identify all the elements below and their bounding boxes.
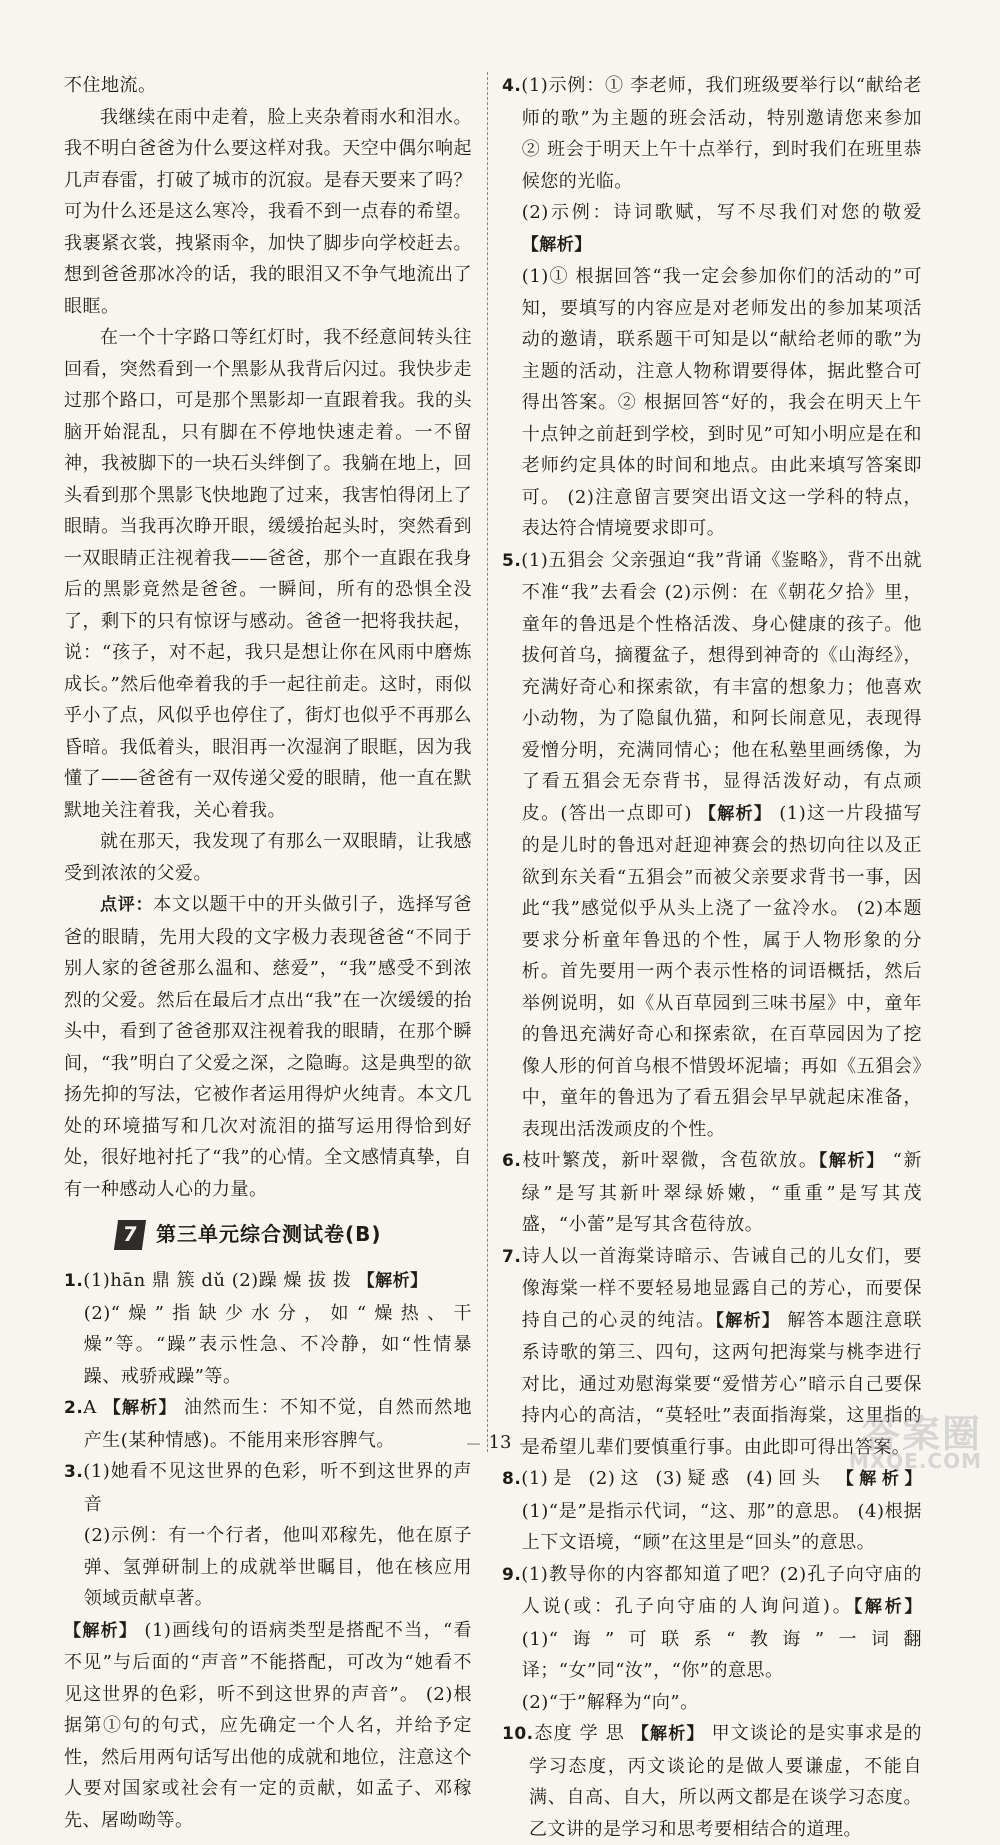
section-number-badge: 7 (114, 1220, 146, 1250)
analysis-label: 【解析】 (818, 1151, 886, 1171)
analysis-label: 【解析】 (631, 1724, 705, 1744)
answer-item-6: 6.枝叶繁茂，新叶翠微，含苞欲放。【解析】 “新绿”是写其新叶翠绿娇嫩，“重重”是写其茂盛，“小蕾”是写其含苞待放。 (502, 1150, 923, 1235)
analysis-label: 【解析】 (357, 1271, 428, 1291)
paragraph: 在一个十字路口等红灯时，我不经意间转头往回看，突然看到一个黑影从我背后闪过。我快步走过那个路口，可是那个黑影却一直跟着我。我的头脑开始混乱，只有脚在不停地快速走着。一不留神，我被脚下的一块石头绊倒了。我躺在地上，回头看到那个黑影飞快地跑了过来，我害怕得闭上了眼睛。当我再次睁开眼，缓缓抬起头时，突然看到一双眼睛正注视着我——爸爸，那个一直跟在我身后的黑影竟然是爸爸。一瞬间，所有的恐惧全没了，剩下的只有惊讶与感动。爸爸一把将我扶起，说：“孩子，对不起，我只是想让你在风雨中磨炼成长。”然后他牵着我的手一起往前走。这时，雨似乎小了点，风似乎也停住了，街灯也似乎不再那么昏暗。我低着头，眼泪再一次湿润了眼眶，因为我懂了——爸爸有一双传递父爱的眼睛，他一直在默默地关注着我，关心着我。 (64, 327, 472, 821)
page-number: — 13 — (0, 1432, 1000, 1453)
right-column (502, 70, 922, 1845)
answer-item-2: 2.A 【解析】 油然而生：不知不觉，自然而然地产生(某种情感)。不能用来形容脾气。 (64, 1397, 472, 1451)
watermark-logo (832, 1403, 982, 1473)
item-number: 7. (502, 1246, 522, 1267)
answer-item-3: 3.(1)她看不见这世界的色彩，听不到这世界的声音 (2)示例：有一个行者，他叫邓稼先，他在原子弹、氢弹研制上的成就举世瞩目，他在核应用领域贡献卓著。 【解析】 (1)画线句的语病类型是搭配不当，“看不见”与后面的“声音”不能搭配，可改为“她看不见这世界的色彩，听不到这世界的声音”。 (2)根据第①句的句式，应先确定一个人名，并给予定性，然后用两句话写出他的成就和地位，注意这个人要对国家或社会有一定的贡献，如孟子、邓稼先、屠呦呦等。 (64, 1461, 473, 1831)
analysis-label: 【解析】 (836, 1469, 923, 1489)
review-label: 点评： (100, 895, 154, 915)
column-divider (487, 72, 488, 1452)
analysis-label: 【解析】 (521, 234, 592, 255)
answer-item-8: 8.(1)是 (2)这 (3)疑惑 (4)回头 【解析】 (1)“是”是指示代词，“这、那”的意思。 (4)根据上下文语境，“顾”在这里是“回头”的意思。 (502, 1468, 923, 1553)
item-number: 4. (502, 76, 522, 96)
analysis-label: 【解析】 (853, 1597, 923, 1617)
section-header (116, 1217, 472, 1253)
review-paragraph (64, 889, 472, 1205)
watermark-url: MXQE.COM (848, 1449, 982, 1473)
paragraph: 就在那天，我发现了有那么一双眼睛，让我感受到浓浓的父爱。 (64, 831, 472, 884)
analysis-label: 【解析】 (699, 803, 773, 824)
section-title: 第三单元综合测试卷(B) (156, 1222, 382, 1247)
analysis-label: 【解析】 (103, 1398, 177, 1418)
item-number: 2. (64, 1398, 84, 1418)
paragraph: 不住地流。 (64, 75, 157, 96)
answer-item-9: 9.(1)教导你的内容都知道了吧？(2)孔子向守庙的人说(或：孔子向守庙的人询问道)。【解析】 (1)“诲”可联系“教诲”一词翻译；“女”同“汝”，“你”的意思。 (2)“于”解释为“向”。 (502, 1563, 923, 1713)
paragraph: 我继续在雨中走着，脸上夹杂着雨水和泪水。我不明白爸爸为什么要这样对我。天空中偶尔响起几声春雷，打破了城市的沉寂。是春天要来了吗？可为什么还是这么寒冷，我看不到一点春的希望。我裹紧衣裳，拽紧雨伞，加快了脚步向学校赶去。想到爸爸那冰冷的话，我的眼泪又不争气地流出了眼眶。 (64, 106, 472, 317)
answer-item-10: 10.态度 学 思 【解析】 甲文谈论的是实事求是的学习态度，丙文谈论的是做人要谦虚，不能自满、自高、自大，所以两文都是在谈学习态度。乙文讲的是学习和思考要相结合的道理。 (502, 1723, 923, 1840)
answer-item-1: 1.(1)hān 鼎 簇 dǔ (2)躁 燥 拔 拨 【解析】 (2)“燥”指缺少水分，如“燥热、干燥”等。“躁”表示性急、不冷静，如“性情暴躁、戒骄戒躁”等。 (64, 1270, 472, 1387)
answer-item-4: 4.(1)示例：① 李老师，我们班级要举行以“献给老师的歌”为主题的班会活动，特别邀请您来参加 ② 班会于明天上午十点举行，到时我们在班里恭候您的光临。 (2)示例：诗词歌赋，写不尽我们对您的敬爱 【解析】 (1)① 根据回答“我一定会参加你们的活动的”可知，要填写的内容应是对老师发出的参加某项活动的邀请，联系题干可知是以“献给老师的歌”为主题的活动，注意人物称谓要得体，据此整合可得出答案。② 根据回答“好的，我会在明天上午十点钟之前赶到学校，到时见”可知小明应是在和老师约定具体的时间和地点。由此来填写答案即可。 (2)注意留言要突出语文这一学科的特点，表达符合情境要求即可。 (502, 75, 922, 539)
left-column (64, 70, 472, 1836)
watermark-logo-text: 答案圈 (861, 1412, 982, 1456)
item-number: 1. (64, 1271, 84, 1291)
item-number: 6. (502, 1151, 522, 1171)
answer-item-5: 5.(1)五猖会 父亲强迫“我”背诵《鉴略》，背不出就不准“我”去看会 (2)示例：在《朝花夕拾》里，童年的鲁迅是个性格活泼、身心健康的孩子。他拔何首乌，摘覆盆子，想得到神奇的《山海经》，充满好奇心和探索欲，有丰富的想象力；他喜欢小动物，为了隐鼠仇猫，和阿长闹意见，表现得爱憎分明，充满同情心；他在私塾里画绣像，为了看五猖会无奈背书，显得活泼好动，有点顽皮。(答出一点即可) 【解析】 (1)这一片段描写的是儿时的鲁迅对赶迎神赛会的热切向往以及正欲到东关看“五猖会”而被父亲要求背书一事，因此“我”感觉似乎从头上浇了一盆冷水。 (2)本题要求分析童年鲁迅的个性，属于人物形象的分析。首先要用一两个表示性格的词语概括，然后举例说明，如《从百草园到三味书屋》中，童年的鲁迅充满好奇心和探索欲，在百草园因为了挖像人形的何首乌根不惜毁坏泥墙；再如《五猖会》中，童年的鲁迅为了看五猖会早早就起床准备，表现出活泼顽皮的个性。 (502, 549, 922, 1140)
analysis-label: 【解析】 (64, 1620, 138, 1641)
item-number: 3. (64, 1462, 84, 1482)
review-text: 本文以题干中的开头做引子，选择写爸爸的眼睛，先用大段的文字极力表现爸爸“不同于别人家的爸爸那么温和、慈爱”，“我”感受不到浓烈的父爱。然后在最后才点出“我”在一次缓缓的抬头中，看到了爸爸那双注视着我的眼睛，在那个瞬间，“我”明白了父爱之深，之隐晦。这是典型的欲扬先抑的写法，它被作者运用得炉火纯青。本文几处的环境描写和几次对流泪的描写运用得恰到好处，很好地衬托了“我”的心情。全文感情真挚，自有一种感动人心的力量。 (64, 894, 473, 1200)
item-number: 8. (502, 1469, 522, 1489)
answer-item-7: 7.诗人以一首海棠诗暗示、告诫自己的儿女们，要像海棠一样不要轻易地显露自己的芳心，而要保持自己的心灵的纯洁。【解析】 解答本题注意联系诗歌的第三、四句，这两句把海棠与桃李进行对比，通过劝慰海棠要“爱惜芳心”暗示自己要保持内心的高洁，“莫轻吐”表面指海棠，这里指的是希望儿辈们要慎重行事。由此即可得出答案。 (502, 1245, 923, 1458)
item-number: 10. (502, 1724, 534, 1744)
item-number: 9. (502, 1564, 522, 1585)
analysis-label: 【解析】 (715, 1310, 781, 1331)
item-number: 5. (502, 550, 522, 571)
